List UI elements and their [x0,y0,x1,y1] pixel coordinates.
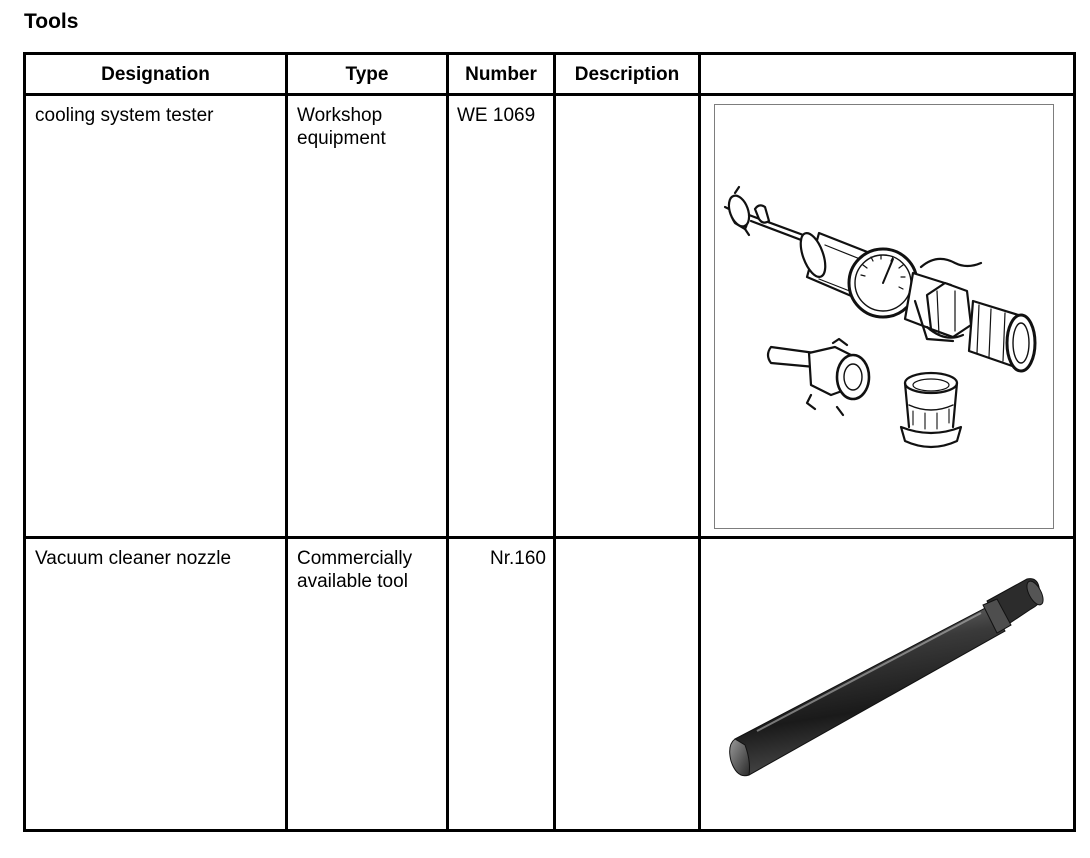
description-text [556,96,698,104]
designation-text: Vacuum cleaner nozzle [35,548,232,569]
description-text [556,539,698,547]
tools-table [23,52,1076,832]
type-text: Workshop equipment [297,105,386,149]
page-title: Tools [24,10,79,33]
cell-image [700,95,1075,538]
cell-image [700,538,1075,831]
vacuum-nozzle-photo-icon [701,539,1073,827]
table-row [25,95,1075,538]
cell-type [287,538,448,831]
table-row [25,538,1075,831]
header-description: Description [555,54,700,95]
cell-designation [25,538,287,831]
header-type: Type [287,54,448,95]
header-designation: Designation [25,54,287,95]
cell-description [555,538,700,831]
cell-number [448,95,555,538]
cell-designation [25,95,287,538]
cooling-system-tester-icon [715,105,1053,528]
cell-number [448,538,555,831]
cell-type [287,95,448,538]
cooling-system-tester-illustration [714,104,1054,529]
designation-text: cooling system tester [35,105,214,126]
number-text: Nr.160 [490,548,546,569]
header-number: Number [448,54,555,95]
header-image [700,54,1075,95]
table-header-row [25,54,1075,95]
number-text: WE 1069 [457,105,536,126]
cell-description [555,95,700,538]
type-text: Commercially available tool [297,548,413,592]
